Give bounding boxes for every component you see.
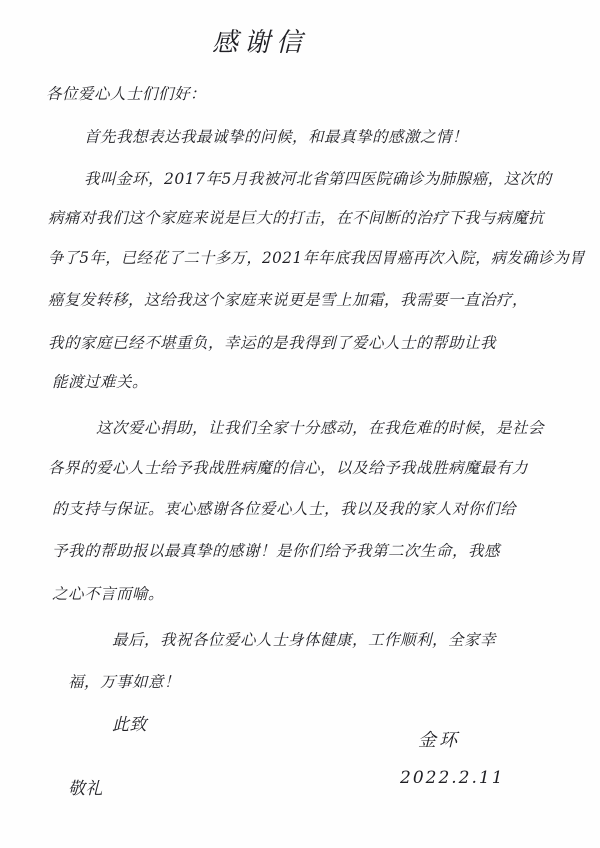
letter-date: 2022.2.11 bbox=[400, 768, 505, 788]
body-line: 最后，我祝各位爱心人士身体健康，工作顺利，全家幸 bbox=[112, 631, 497, 649]
body-line: 的支持与保证。衷心感谢各位爱心人士，我以及我的家人对你们给 bbox=[52, 500, 517, 518]
body-line: 予我的帮助报以最真挚的感谢！是你们给予我第二次生命，我感 bbox=[52, 542, 501, 560]
body-line: 之心不言而喻。 bbox=[52, 585, 165, 603]
body-line: 各界的爱心人士给予我战胜病魔的信心，以及给予我战胜病魔最有力 bbox=[48, 459, 529, 477]
body-line: 争了5年，已经花了二十多万，2021年年底我因胃癌再次入院，病发确诊为胃 bbox=[48, 249, 585, 267]
body-line: 病痛对我们这个家庭来说是巨大的打击，在不间断的治疗下我与病魔抗 bbox=[48, 209, 545, 227]
salutation: 各位爱心人士们们好： bbox=[46, 85, 207, 103]
body-line: 我叫金环，2017年5月我被河北省第四医院确诊为肺腺癌，这次的 bbox=[84, 170, 552, 188]
closing-jingli: 敬礼 bbox=[68, 779, 103, 799]
body-line: 这次爱心捐助，让我们全家十分感动，在我危难的时候，是社会 bbox=[96, 419, 545, 437]
signature: 金环 bbox=[418, 730, 460, 751]
letter-title: 感谢信 bbox=[212, 28, 309, 58]
body-line: 首先我想表达我最诚挚的问候，和最真挚的感激之情！ bbox=[84, 128, 469, 146]
body-line: 癌复发转移，这给我这个家庭来说更是雪上加霜，我需要一直治疗， bbox=[48, 291, 529, 309]
closing-cizhi: 此致 bbox=[112, 715, 147, 735]
body-line: 能渡过难关。 bbox=[52, 373, 149, 391]
body-line: 福，万事如意！ bbox=[68, 673, 181, 691]
body-line: 我的家庭已经不堪重负，幸运的是我得到了爱心人士的帮助让我 bbox=[48, 334, 497, 352]
